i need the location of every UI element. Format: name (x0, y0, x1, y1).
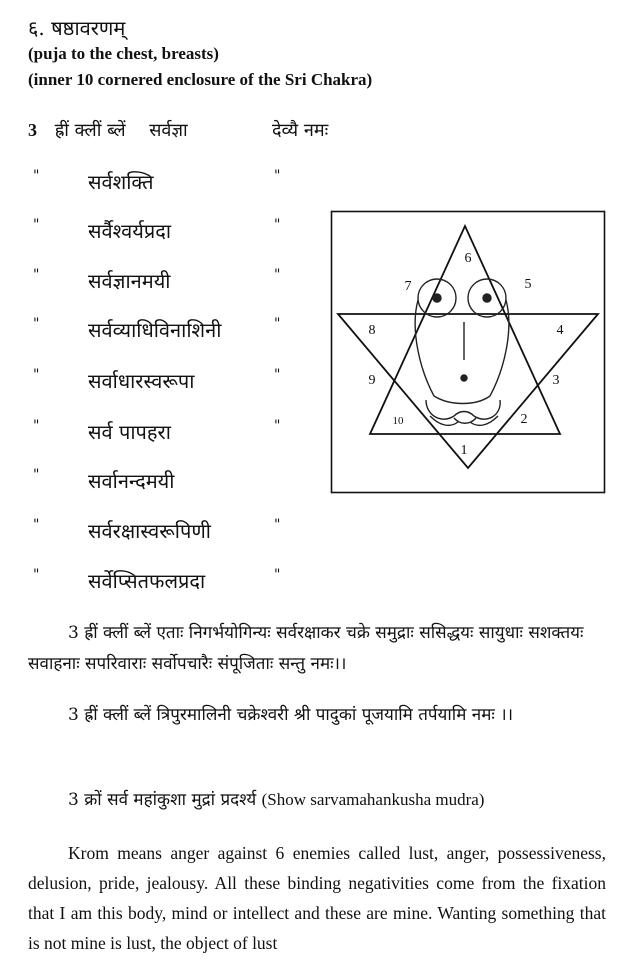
ditto-mark: " (274, 418, 281, 434)
figure-label: 4 (556, 323, 564, 338)
goddess-name: सर्वज्ञानमयी (88, 269, 171, 293)
chakra-figure (330, 210, 606, 494)
mantra-number: 3 (28, 120, 37, 140)
figure-label: 6 (464, 251, 472, 266)
list-item (0, 517, 320, 547)
figure-label: 8 (368, 323, 376, 338)
goddess-name: सर्वाधारस्वरूपा (88, 369, 195, 393)
ditto-mark: " (33, 567, 40, 583)
ditto-mark: " (274, 217, 281, 233)
mantra-bija: ह्रीं क्लीं ब्लें (54, 120, 126, 141)
mudra-paragraph (28, 784, 606, 816)
ditto-mark: " (274, 567, 281, 583)
ditto-mark: " (274, 316, 281, 332)
ditto-mark: " (274, 267, 281, 283)
ditto-mark: " (33, 517, 40, 533)
list-item (0, 367, 320, 397)
goddess-name: सर्व पापहरा (88, 420, 171, 444)
mudra-sanskrit: 3 क्रों सर्व महांकुशा मुद्रां प्रदर्श्य (68, 790, 257, 810)
list-item (0, 168, 320, 198)
list-item (0, 217, 320, 247)
figure-label: 10 (392, 415, 404, 427)
body-sketch (415, 279, 509, 425)
list-item (0, 316, 320, 346)
figure-label: 3 (552, 373, 560, 388)
subtitle-puja: (puja to the chest, breasts) (28, 44, 219, 63)
goddess-name: सर्वेप्सितफलप्रदा (88, 569, 206, 593)
figure-label: 1 (460, 443, 468, 458)
figure-label: 5 (524, 277, 532, 292)
list-item (0, 418, 320, 448)
ditto-mark: " (33, 168, 40, 184)
mantra-paragraph-1: 3 ह्रीं क्लीं ब्लें एताः निगर्भयोगिन्यः सर्वरक्षाकर चक्रे समुद्राः ससिद्धयः सायुधाः सशक्तयः सवाहनाः सपरिवाराः सर्वोपचारैः संपूजिताः सन्तु नमः।। (28, 623, 584, 674)
ditto-mark: " (33, 367, 40, 383)
ditto-mark: " (33, 418, 40, 434)
ditto-mark: " (274, 367, 281, 383)
ditto-mark: " (33, 267, 40, 283)
ditto-mark: " (274, 517, 281, 533)
goddess-name: सर्वशक्ति (88, 170, 154, 194)
subtitle-enclosure: (inner 10 cornered enclosure of the Sri Chakra) (28, 70, 373, 89)
mantra-suffix: देव्यै नमः (272, 120, 329, 141)
section-title: ६. षष्ठावरणम् (28, 16, 126, 40)
list-item (0, 467, 320, 497)
ditto-mark: " (33, 217, 40, 233)
mantra-header (28, 118, 329, 142)
english-commentary: Krom means anger against 6 enemies called lust, anger, possessiveness, delusion, pride, jealousy. All these binding negativities come from the fixation that I am this body, mind or intellect and these are mine. Wanting something that is not mine is lust, the object of lust (28, 843, 606, 953)
goddess-name: सर्वानन्दमयी (88, 469, 175, 493)
goddess-name: सर्वरक्षास्वरूपिणी (88, 519, 211, 543)
ditto-mark: " (33, 316, 40, 332)
figure-label: 9 (368, 373, 376, 388)
ditto-mark: " (33, 467, 40, 483)
list-item (0, 567, 320, 597)
mantra-first-name: सर्वज्ञा (149, 120, 188, 141)
goddess-name: सर्वव्याधिविनाशिनी (88, 318, 222, 342)
goddess-name: सर्वैश्वर्यप्रदा (88, 219, 172, 243)
ditto-mark: " (274, 168, 281, 184)
list-item (0, 267, 320, 297)
mantra-paragraph-2: 3 ह्रीं क्लीं ब्लें त्रिपुरमालिनी चक्रेश्वरी श्री पादुकां पूजयामि तर्पयामि नमः ।। (68, 705, 514, 725)
chakra-diagram (330, 210, 606, 494)
figure-label: 7 (404, 279, 412, 294)
mudra-english: (Show sarvamahankusha mudra) (261, 790, 485, 809)
figure-label: 2 (520, 412, 528, 427)
